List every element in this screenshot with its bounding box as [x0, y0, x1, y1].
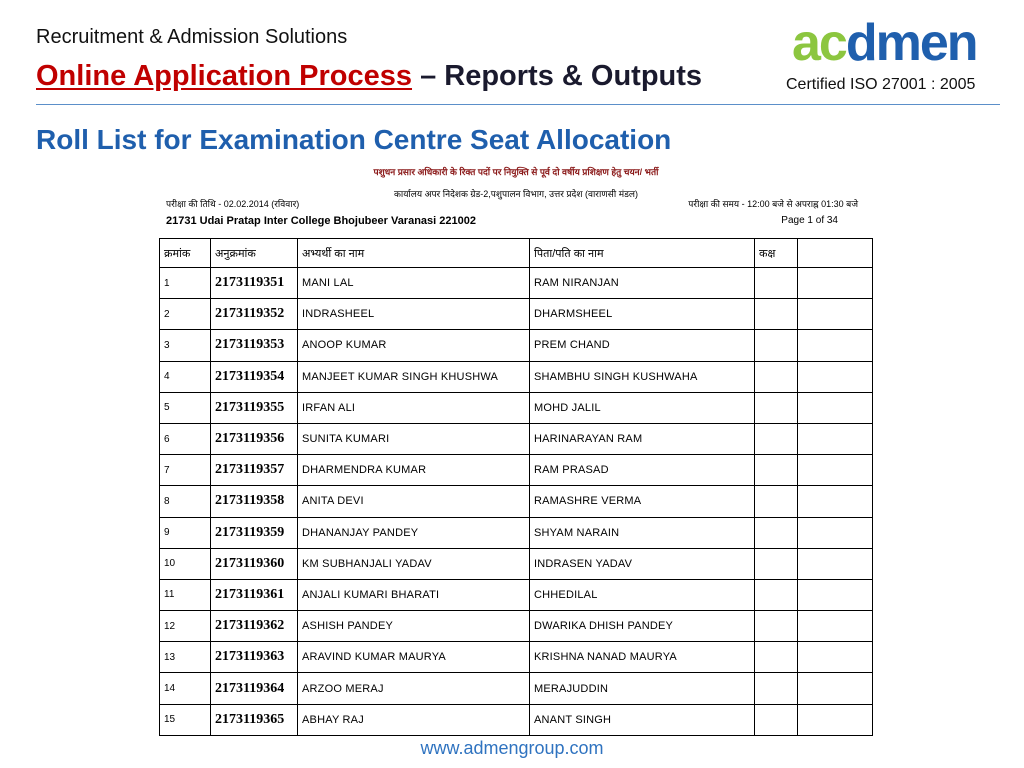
cell-roll-number: 2173119355: [211, 392, 298, 423]
column-header-roll-number: अनुक्रमांक: [211, 239, 298, 268]
cell-candidate-name: IRFAN ALI: [298, 392, 530, 423]
cell-room: [755, 642, 798, 673]
table-row: [160, 611, 873, 642]
cell-father-name: RAM PRASAD: [530, 455, 755, 486]
company-tagline: Recruitment & Admission Solutions: [36, 26, 348, 48]
cell-candidate-name: INDRASHEEL: [298, 299, 530, 330]
document-heading-line1: पशुधन प्रसार अधिकारी के रिक्त पदों पर नियुक्ति से पूर्व दो वर्षीय प्रशिक्षण हेतु चयन/ भर्ती: [373, 167, 659, 177]
page-number: Page 1 of 34: [781, 215, 838, 226]
cell-father-name: KRISHNA NANAD MAURYA: [530, 642, 755, 673]
exam-time: परीक्षा की समय - 12:00 बजे से अपराह्न 01:30 बजे: [688, 199, 858, 209]
cell-serial: 1: [160, 268, 211, 299]
table-row: [160, 268, 873, 299]
cell-candidate-name: DHARMENDRA KUMAR: [298, 455, 530, 486]
cell-father-name: MOHD JALIL: [530, 392, 755, 423]
cell-serial: 12: [160, 611, 211, 642]
cell-father-name: CHHEDILAL: [530, 579, 755, 610]
cell-blank: [798, 392, 873, 423]
cell-candidate-name: ARZOO MERAJ: [298, 673, 530, 704]
table-row: [160, 361, 873, 392]
cell-blank: [798, 268, 873, 299]
cell-roll-number: 2173119356: [211, 423, 298, 454]
cell-room: [755, 704, 798, 735]
roll-list-table: [159, 238, 873, 736]
cell-room: [755, 361, 798, 392]
cell-blank: [798, 611, 873, 642]
cell-blank: [798, 486, 873, 517]
cell-candidate-name: ASHISH PANDEY: [298, 611, 530, 642]
column-header-father-name: पिता/पति का नाम: [530, 239, 755, 268]
cell-room: [755, 486, 798, 517]
cell-serial: 9: [160, 517, 211, 548]
cell-serial: 8: [160, 486, 211, 517]
cell-blank: [798, 299, 873, 330]
exam-centre: 21731 Udai Pratap Inter College Bhojubeer Varanasi 221002: [166, 215, 476, 227]
cell-father-name: RAM NIRANJAN: [530, 268, 755, 299]
cell-serial: 3: [160, 330, 211, 361]
column-header-blank: [798, 239, 873, 268]
cell-father-name: DHARMSHEEL: [530, 299, 755, 330]
cell-room: [755, 268, 798, 299]
cell-blank: [798, 455, 873, 486]
column-header-serial: क्रमांक: [160, 239, 211, 268]
cell-father-name: SHYAM NARAIN: [530, 517, 755, 548]
cell-room: [755, 330, 798, 361]
table-row: [160, 486, 873, 517]
cell-roll-number: 2173119352: [211, 299, 298, 330]
cell-roll-number: 2173119358: [211, 486, 298, 517]
cell-room: [755, 299, 798, 330]
cell-father-name: PREM CHAND: [530, 330, 755, 361]
cell-father-name: DWARIKA DHISH PANDEY: [530, 611, 755, 642]
table-row: [160, 330, 873, 361]
cell-serial: 11: [160, 579, 211, 610]
admen-logo-text: acdmen: [792, 14, 977, 70]
table-header-row: [160, 239, 873, 268]
cell-candidate-name: ANJALI KUMARI BHARATI: [298, 579, 530, 610]
cell-roll-number: 2173119359: [211, 517, 298, 548]
cell-serial: 15: [160, 704, 211, 735]
cell-father-name: HARINARAYAN RAM: [530, 423, 755, 454]
cell-room: [755, 611, 798, 642]
table-row: [160, 455, 873, 486]
cell-room: [755, 673, 798, 704]
cell-roll-number: 2173119357: [211, 455, 298, 486]
cell-father-name: SHAMBHU SINGH KUSHWAHA: [530, 361, 755, 392]
cell-room: [755, 455, 798, 486]
cell-roll-number: 2173119361: [211, 579, 298, 610]
cell-serial: 14: [160, 673, 211, 704]
cell-serial: 6: [160, 423, 211, 454]
cell-roll-number: 2173119351: [211, 268, 298, 299]
cell-roll-number: 2173119362: [211, 611, 298, 642]
cell-roll-number: 2173119363: [211, 642, 298, 673]
cell-roll-number: 2173119360: [211, 548, 298, 579]
cell-serial: 13: [160, 642, 211, 673]
header-divider: [36, 104, 1000, 105]
cell-candidate-name: ARAVIND KUMAR MAURYA: [298, 642, 530, 673]
table-row: [160, 392, 873, 423]
cell-candidate-name: MANI LAL: [298, 268, 530, 299]
table-row: [160, 579, 873, 610]
cell-blank: [798, 361, 873, 392]
cell-father-name: ANANT SINGH: [530, 704, 755, 735]
cell-candidate-name: SUNITA KUMARI: [298, 423, 530, 454]
cell-blank: [798, 330, 873, 361]
cell-blank: [798, 548, 873, 579]
cell-blank: [798, 673, 873, 704]
table-row: [160, 704, 873, 735]
cell-room: [755, 548, 798, 579]
column-header-room: कक्ष: [755, 239, 798, 268]
table-row: [160, 517, 873, 548]
cell-room: [755, 392, 798, 423]
table-row: [160, 299, 873, 330]
cell-candidate-name: DHANANJAY PANDEY: [298, 517, 530, 548]
cell-blank: [798, 423, 873, 454]
cell-roll-number: 2173119365: [211, 704, 298, 735]
cell-roll-number: 2173119354: [211, 361, 298, 392]
exam-date: परीक्षा की तिथि - 02.02.2014 (रविवार): [166, 199, 300, 209]
cell-roll-number: 2173119364: [211, 673, 298, 704]
cell-blank: [798, 579, 873, 610]
footer-website[interactable]: www.admengroup.com: [420, 738, 604, 758]
cell-candidate-name: ANOOP KUMAR: [298, 330, 530, 361]
cell-blank: [798, 704, 873, 735]
cell-father-name: RAMASHRE VERMA: [530, 486, 755, 517]
document-header: [160, 165, 872, 227]
cell-serial: 7: [160, 455, 211, 486]
admen-logo: [790, 14, 1002, 70]
cell-room: [755, 423, 798, 454]
table-row: [160, 423, 873, 454]
table-row: [160, 642, 873, 673]
document-heading-line2: कार्यालय अपर निदेशक ग्रेड-2,पशुपालन विभाग, उत्तर प्रदेश (वाराणसी मंडल): [393, 189, 639, 199]
cell-candidate-name: KM SUBHANJALI YADAV: [298, 548, 530, 579]
iso-certification: Certified ISO 27001 : 2005: [786, 76, 976, 93]
cell-candidate-name: ANITA DEVI: [298, 486, 530, 517]
slide-title-highlight: Online Application Process: [36, 60, 413, 92]
table-row: [160, 548, 873, 579]
column-header-candidate-name: अभ्यर्थी का नाम: [298, 239, 530, 268]
cell-serial: 2: [160, 299, 211, 330]
cell-roll-number: 2173119353: [211, 330, 298, 361]
table-row: [160, 673, 873, 704]
cell-candidate-name: ABHAY RAJ: [298, 704, 530, 735]
cell-room: [755, 517, 798, 548]
cell-serial: 4: [160, 361, 211, 392]
slide-title: [36, 60, 702, 93]
cell-father-name: INDRASEN YADAV: [530, 548, 755, 579]
section-subtitle: Roll List for Examination Centre Seat Allocation: [36, 124, 672, 155]
cell-serial: 10: [160, 548, 211, 579]
cell-blank: [798, 642, 873, 673]
cell-father-name: MERAJUDDIN: [530, 673, 755, 704]
cell-candidate-name: MANJEET KUMAR SINGH KHUSHWA: [298, 361, 530, 392]
cell-blank: [798, 517, 873, 548]
cell-room: [755, 579, 798, 610]
cell-serial: 5: [160, 392, 211, 423]
slide-title-rest: – Reports & Outputs: [412, 60, 703, 92]
